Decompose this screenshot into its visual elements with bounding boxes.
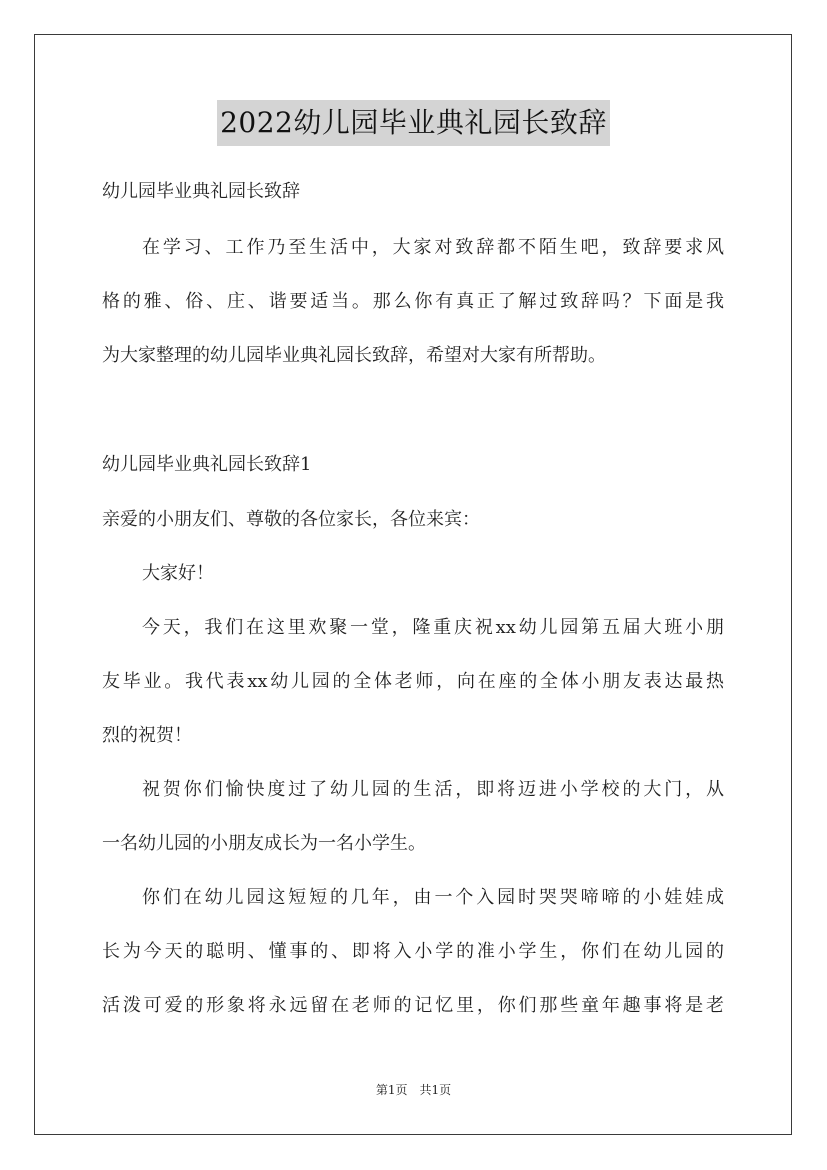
paragraph-line: 你们在幼儿园这短短的几年，由一个入园时哭哭啼啼的小娃娃成 (142, 887, 724, 908)
intro-line: 格的雅、俗、庄、谐要适当。那么你有真正了解过致辞吗？下面是我 (102, 291, 724, 312)
paragraph-line: 今天，我们在这里欢聚一堂，隆重庆祝xx幼儿园第五届大班小朋 (142, 617, 724, 638)
document-subtitle: 幼儿园毕业典礼园长致辞 (102, 181, 300, 202)
paragraph-line: 一名幼儿园的小朋友成长为一名小学生。 (102, 833, 426, 854)
greeting: 大家好！ (142, 563, 214, 584)
salutation: 亲爱的小朋友们、尊敬的各位家长，各位来宾： (102, 509, 480, 530)
section-heading: 幼儿园毕业典礼园长致辞1 (102, 454, 312, 475)
paragraph-line: 烈的祝贺！ (102, 725, 192, 746)
paragraph-line: 活泼可爱的形象将永远留在老师的记忆里，你们那些童年趣事将是老 (102, 995, 724, 1016)
document-title: 2022幼儿园毕业典礼园长致辞 (217, 100, 610, 146)
paragraph-line: 长为今天的聪明、懂事的、即将入小学的准小学生，你们在幼儿园的 (102, 941, 724, 962)
paragraph-line: 祝贺你们愉快度过了幼儿园的生活，即将迈进小学校的大门，从 (142, 779, 724, 800)
intro-line: 为大家整理的幼儿园毕业典礼园长致辞，希望对大家有所帮助。 (102, 345, 606, 366)
document-title-wrap (0, 100, 827, 146)
page-number: 第1页 共1页 (375, 1083, 452, 1097)
paragraph-line: 友毕业。我代表xx幼儿园的全体老师，向在座的全体小朋友表达最热 (102, 671, 724, 692)
intro-line: 在学习、工作乃至生活中，大家对致辞都不陌生吧，致辞要求风 (142, 237, 724, 258)
